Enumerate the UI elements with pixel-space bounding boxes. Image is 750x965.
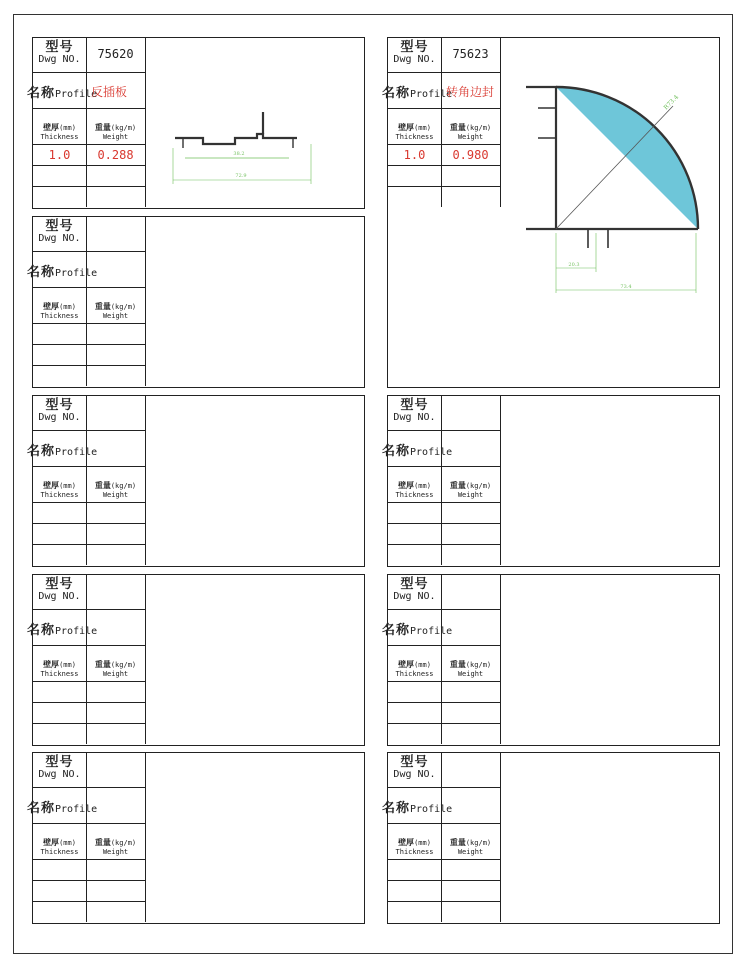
divider: [33, 251, 145, 252]
profile-label: [382, 442, 452, 459]
divider: [33, 787, 145, 788]
profile-name-value: 反插板: [91, 85, 128, 99]
thickness-label-en: Thickness: [395, 669, 434, 678]
thickness-label-zh: 壁厚: [43, 122, 60, 132]
profile-label-en: Profile: [410, 89, 453, 100]
weight-label-en: Weight: [457, 490, 484, 499]
divider: [33, 609, 145, 610]
divider: [388, 72, 500, 73]
weight-unit: (kg/m): [465, 661, 492, 669]
thickness-label-en: Thickness: [395, 132, 434, 141]
dwg-no-label-en: Dwg NO.: [38, 590, 81, 602]
dwg-no-label: [33, 756, 86, 780]
weight-label-zh: 重量: [94, 659, 111, 669]
divider: [33, 72, 145, 73]
weight-value: 0.980: [452, 148, 489, 162]
weight-label-en: Weight: [102, 311, 129, 320]
weight-label: [441, 475, 500, 499]
weight-unit: (kg/m): [110, 482, 137, 490]
thickness-label: [388, 475, 441, 499]
weight-unit: (kg/m): [110, 124, 137, 132]
dwg-no-label-zh: 型号: [400, 577, 429, 592]
weight-unit: (kg/m): [465, 839, 492, 847]
profile-card-8: [27, 752, 365, 924]
profile-card-3: [27, 216, 365, 388]
divider: [33, 365, 145, 366]
weight-label-zh: 重量: [94, 122, 111, 132]
dwg-no-label-en: Dwg NO.: [38, 232, 81, 244]
divider: [33, 430, 145, 431]
thickness-label-zh: 壁厚: [43, 659, 60, 669]
thickness-label-en: Thickness: [40, 847, 79, 856]
thickness-unit: (mm): [59, 661, 76, 669]
weight-unit: (kg/m): [110, 303, 137, 311]
thickness-label-en: Thickness: [40, 669, 79, 678]
divider: [388, 502, 500, 503]
profile-label-en: Profile: [55, 626, 98, 637]
profile-label-en: Profile: [55, 804, 98, 815]
weight-label-zh: 重量: [449, 480, 466, 490]
dimension-label-inner: 20.3: [568, 262, 580, 268]
thickness-label-zh: 壁厚: [43, 837, 60, 847]
weight-label: [86, 654, 145, 678]
divider: [33, 823, 145, 824]
divider: [388, 702, 500, 703]
divider: [145, 38, 146, 207]
divider: [33, 502, 145, 503]
weight-label-zh: 重量: [94, 837, 111, 847]
dwg-no-label-en: Dwg NO.: [393, 768, 436, 780]
dwg-no-label: [388, 41, 441, 65]
profile-label: [27, 442, 97, 459]
dwg-no-label: [33, 399, 86, 423]
weight-unit: (kg/m): [110, 839, 137, 847]
thickness-label: [388, 117, 441, 141]
weight-unit: (kg/m): [465, 124, 492, 132]
thickness-label-zh: 壁厚: [43, 480, 60, 490]
divider: [33, 344, 145, 345]
weight-label-en: Weight: [102, 132, 129, 141]
divider: [388, 859, 500, 860]
profile-label-en: Profile: [55, 268, 98, 279]
weight-label-zh: 重量: [449, 659, 466, 669]
divider: [388, 144, 500, 145]
dimension-label-inner: 38.2: [233, 151, 245, 157]
profile-label-en: Profile: [410, 804, 453, 815]
divider: [388, 645, 500, 646]
weight-label: [86, 832, 145, 856]
profile-label: [27, 263, 97, 280]
divider: [145, 217, 146, 386]
thickness-unit: (mm): [59, 482, 76, 490]
divider: [145, 575, 146, 744]
profile-label-zh: 名称: [382, 801, 411, 816]
divider: [388, 186, 500, 187]
dwg-no-label-en: Dwg NO.: [393, 411, 436, 423]
weight-label-en: Weight: [102, 847, 129, 856]
profile-clips: [538, 108, 608, 248]
thickness-label-zh: 壁厚: [398, 837, 415, 847]
dwg-no-label-en: Dwg NO.: [38, 411, 81, 423]
profile-label: [27, 84, 97, 101]
dimension-label-outer: 72.9: [235, 173, 247, 179]
divider: [33, 108, 145, 109]
divider: [33, 859, 145, 860]
profile-drawing-75623: [508, 78, 718, 298]
divider: [33, 880, 145, 881]
divider: [33, 165, 145, 166]
dwg-no-label-zh: 型号: [400, 40, 429, 55]
dwg-no-label: [388, 756, 441, 780]
profile-label-zh: 名称: [382, 623, 411, 638]
dwg-no-label-en: Dwg NO.: [393, 590, 436, 602]
dwg-no-label: [388, 399, 441, 423]
dwg-no-label-zh: 型号: [45, 40, 74, 55]
thickness-label-en: Thickness: [395, 490, 434, 499]
divider: [33, 523, 145, 524]
thickness-unit: (mm): [59, 124, 76, 132]
divider: [388, 723, 500, 724]
thickness-label-zh: 壁厚: [398, 122, 415, 132]
thickness-unit: (mm): [414, 124, 431, 132]
dwg-no-value: 75620: [97, 47, 134, 61]
profile-label-en: Profile: [410, 447, 453, 458]
profile-label: [382, 84, 452, 101]
thickness-label-zh: 壁厚: [398, 659, 415, 669]
divider: [388, 823, 500, 824]
divider: [33, 323, 145, 324]
dwg-no-label-en: Dwg NO.: [38, 768, 81, 780]
divider: [500, 753, 501, 922]
divider: [388, 430, 500, 431]
dwg-no-label-en: Dwg NO.: [393, 53, 436, 65]
dwg-no-label: [33, 578, 86, 602]
thickness-label: [33, 475, 86, 499]
thickness-label-en: Thickness: [40, 490, 79, 499]
divider: [33, 645, 145, 646]
divider: [388, 880, 500, 881]
divider: [33, 186, 145, 187]
dwg-no-label-zh: 型号: [45, 398, 74, 413]
dwg-no-label-zh: 型号: [400, 398, 429, 413]
thickness-unit: (mm): [59, 839, 76, 847]
profile-drawing-75620: [169, 108, 359, 208]
thickness-unit: (mm): [59, 303, 76, 311]
profile-label-zh: 名称: [27, 444, 56, 459]
divider: [388, 609, 500, 610]
weight-label: [441, 832, 500, 856]
profile-label-zh: 名称: [27, 801, 56, 816]
dwg-no-label-zh: 型号: [45, 577, 74, 592]
corner-fill: [556, 87, 698, 229]
divider: [500, 396, 501, 565]
weight-label: [441, 654, 500, 678]
dwg-no-label: [33, 41, 86, 65]
profile-outline: [175, 134, 297, 144]
weight-unit: (kg/m): [465, 482, 492, 490]
dwg-no-label-zh: 型号: [45, 755, 74, 770]
thickness-label-zh: 壁厚: [398, 480, 415, 490]
divider: [388, 787, 500, 788]
weight-value: 0.288: [97, 148, 134, 162]
thickness-label: [33, 654, 86, 678]
divider: [33, 681, 145, 682]
divider: [500, 575, 501, 744]
divider: [33, 287, 145, 288]
profile-card-4: [27, 395, 365, 567]
divider: [33, 723, 145, 724]
dwg-no-label-zh: 型号: [400, 755, 429, 770]
divider: [145, 396, 146, 565]
divider: [500, 38, 501, 207]
weight-label-en: Weight: [102, 669, 129, 678]
divider: [388, 901, 500, 902]
weight-unit: (kg/m): [110, 661, 137, 669]
divider: [388, 466, 500, 467]
dimension-label-radius: R73.4: [662, 93, 681, 112]
weight-label-zh: 重量: [94, 480, 111, 490]
thickness-value: 1.0: [403, 148, 426, 162]
profile-label-zh: 名称: [382, 86, 411, 101]
profile-label-en: Profile: [410, 626, 453, 637]
dwg-no-label-en: Dwg NO.: [38, 53, 81, 65]
thickness-label-en: Thickness: [40, 311, 79, 320]
thickness-label-zh: 壁厚: [43, 301, 60, 311]
weight-label-en: Weight: [457, 132, 484, 141]
profile-card-6: [27, 574, 365, 746]
profile-label-zh: 名称: [27, 623, 56, 638]
profile-label: [27, 799, 97, 816]
weight-label: [86, 117, 145, 141]
profile-card-5: [382, 395, 720, 567]
profile-label-zh: 名称: [27, 86, 56, 101]
dwg-no-value: 75623: [452, 47, 489, 61]
thickness-unit: (mm): [414, 482, 431, 490]
weight-label-en: Weight: [102, 490, 129, 499]
weight-label: [86, 475, 145, 499]
thickness-label: [33, 117, 86, 141]
weight-label: [86, 296, 145, 320]
divider: [388, 544, 500, 545]
dwg-no-label-zh: 型号: [45, 219, 74, 234]
profile-label: [382, 799, 452, 816]
profile-card-9: [382, 752, 720, 924]
weight-label-en: Weight: [457, 669, 484, 678]
divider: [388, 681, 500, 682]
profile-label: [382, 621, 452, 638]
weight-label: [441, 117, 500, 141]
divider: [33, 466, 145, 467]
profile-card-7: [382, 574, 720, 746]
thickness-label: [33, 832, 86, 856]
weight-label-zh: 重量: [449, 837, 466, 847]
thickness-label: [388, 654, 441, 678]
profile-name-value: 转角边封: [446, 85, 495, 99]
divider: [33, 144, 145, 145]
divider: [145, 753, 146, 922]
profile-card-2: [382, 37, 720, 388]
divider: [33, 901, 145, 902]
dimension-label-outer: 73.4: [620, 284, 632, 290]
weight-label-zh: 重量: [94, 301, 111, 311]
thickness-label-en: Thickness: [395, 847, 434, 856]
thickness-unit: (mm): [414, 661, 431, 669]
profile-label-zh: 名称: [27, 265, 56, 280]
profile-card-1: [27, 37, 365, 209]
profile-legs: [183, 138, 293, 148]
dwg-no-label: [33, 220, 86, 244]
divider: [388, 523, 500, 524]
thickness-label: [33, 296, 86, 320]
weight-label-en: Weight: [457, 847, 484, 856]
weight-label-zh: 重量: [449, 122, 466, 132]
thickness-label-en: Thickness: [40, 132, 79, 141]
thickness-value: 1.0: [48, 148, 71, 162]
divider: [33, 544, 145, 545]
divider: [388, 165, 500, 166]
divider: [33, 702, 145, 703]
divider: [388, 108, 500, 109]
dwg-no-label: [388, 578, 441, 602]
profile-label-en: Profile: [55, 447, 98, 458]
profile-label: [27, 621, 97, 638]
profile-label-zh: 名称: [382, 444, 411, 459]
thickness-unit: (mm): [414, 839, 431, 847]
thickness-label: [388, 832, 441, 856]
profile-label-en: Profile: [55, 89, 98, 100]
